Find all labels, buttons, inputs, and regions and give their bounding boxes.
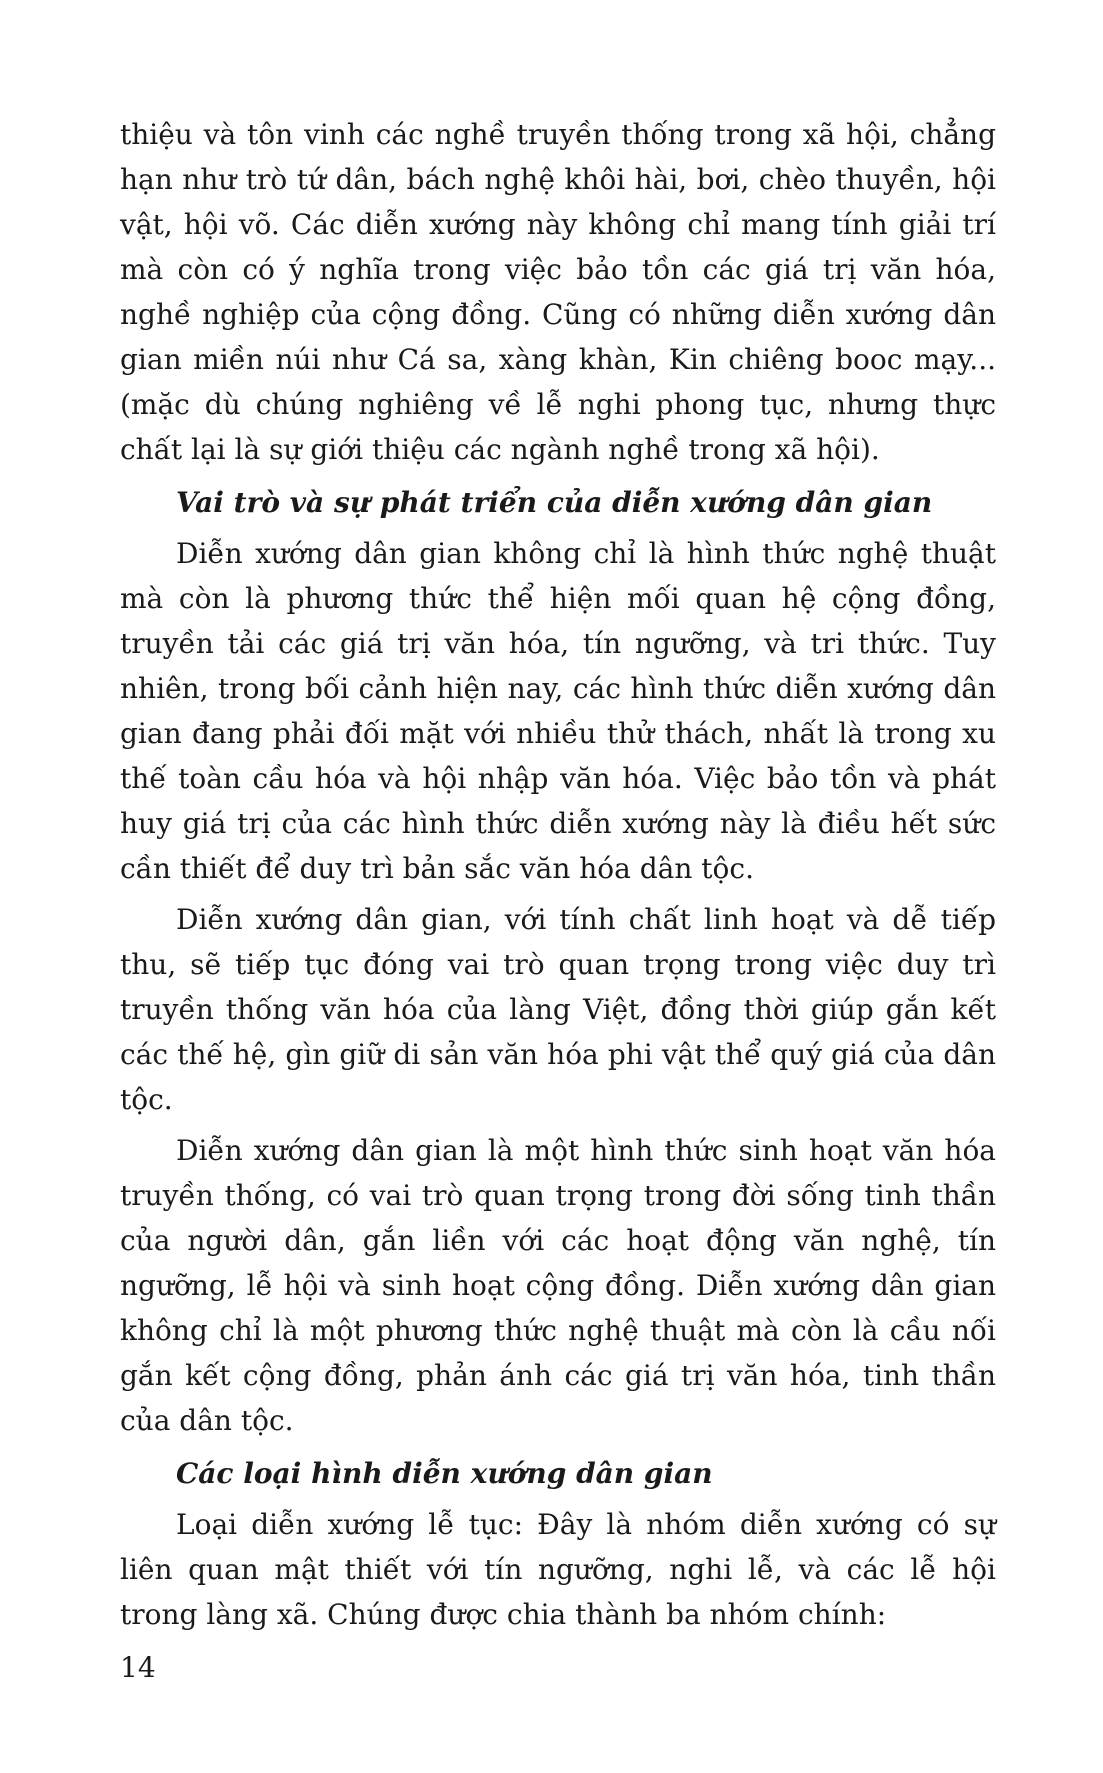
page-body <box>120 112 996 1637</box>
paragraph: Diễn xướng dân gian không chỉ là hình thức nghệ thuật mà còn là phương thức thể hiện mối quan hệ cộng đồng, truyền tải các giá trị văn hóa, tín ngưỡng, và tri thức. Tuy nhiên, trong bối cảnh hiện nay, các hình thức diễn xướng dân gian đang phải đối mặt với nhiều thử thách, nhất là trong xu thế toàn cầu hóa và hội nhập văn hóa. Việc bảo tồn và phát huy giá trị của các hình thức diễn xướng này là điều hết sức cần thiết để duy trì bản sắc văn hóa dân tộc. <box>120 537 996 885</box>
section-heading-role-development: Vai trò và sự phát triển của diễn xướng dân gian <box>176 486 933 519</box>
paragraph: Diễn xướng dân gian là một hình thức sinh hoạt văn hóa truyền thống, có vai trò quan trọng trong đời sống tinh thần của người dân, gắn liền với các hoạt động văn nghệ, tín ngưỡng, lễ hội và sinh hoạt cộng đồng. Diễn xướng dân gian không chỉ là một phương thức nghệ thuật mà còn là cầu nối gắn kết cộng đồng, phản ánh các giá trị văn hóa, tinh thần của dân tộc. <box>120 1134 996 1437</box>
paragraph: Diễn xướng dân gian, với tính chất linh hoạt và dễ tiếp thu, sẽ tiếp tục đóng vai trò quan trọng trong việc duy trì truyền thống văn hóa của làng Việt, đồng thời giúp gắn kết các thế hệ, gìn giữ di sản văn hóa phi vật thể quý giá của dân tộc. <box>120 903 996 1116</box>
section-heading-types: Các loại hình diễn xướng dân gian <box>176 1457 713 1490</box>
page-number: 14 <box>120 1651 156 1684</box>
paragraph-continued: thiệu và tôn vinh các nghề truyền thống trong xã hội, chẳng hạn như trò tứ dân, bách nghệ khôi hài, bơi, chèo thuyền, hội vật, hội võ. Các diễn xướng này không chỉ mang tính giải trí mà còn có ý nghĩa trong việc bảo tồn các giá trị văn hóa, nghề nghiệp của cộng đồng. Cũng có những diễn xướng dân gian miền núi như Cá sa, xàng khàn, Kin chiêng booc mạy... (mặc dù chúng nghiêng về lễ nghi phong tục, nhưng thực chất lại là sự giới thiệu các ngành nghề trong xã hội). <box>120 118 996 466</box>
paragraph: Loại diễn xướng lễ tục: Đây là nhóm diễn xướng có sự liên quan mật thiết với tín ngưỡng, nghi lễ, và các lễ hội trong làng xã. Chúng được chia thành ba nhóm chính: <box>120 1508 996 1631</box>
